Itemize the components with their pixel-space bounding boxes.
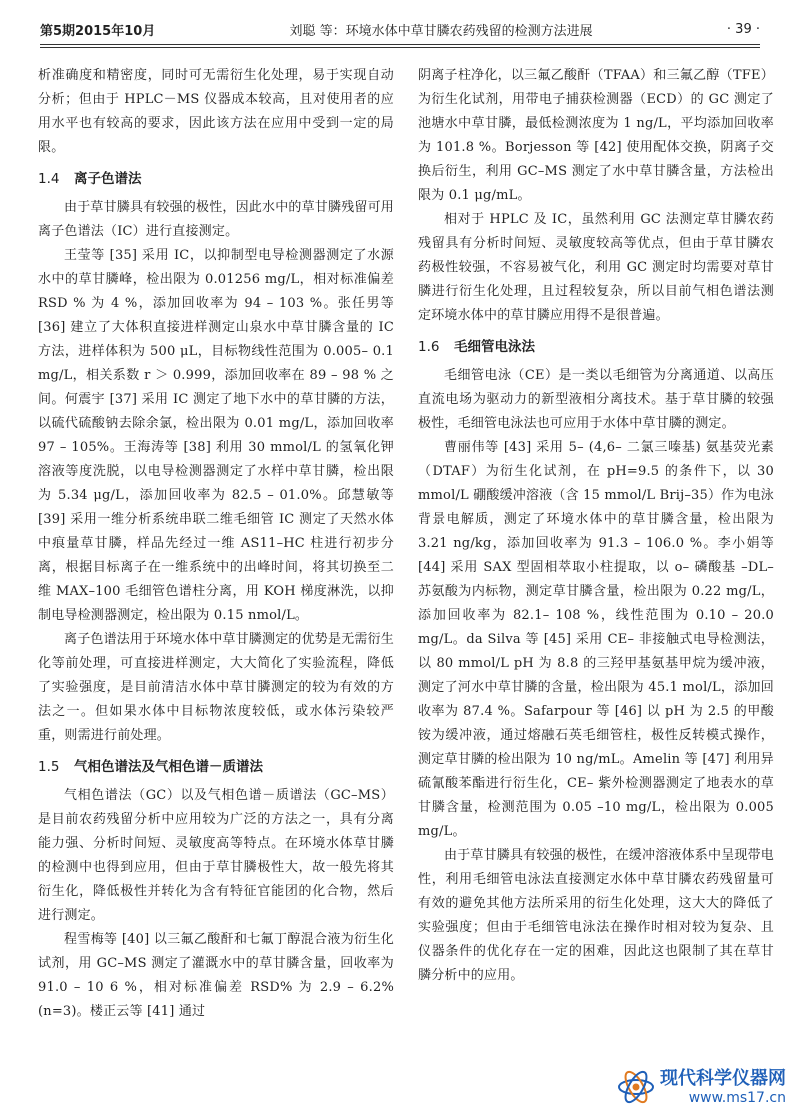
header-rule-bottom	[40, 47, 760, 48]
paragraph: 毛细管电泳（CE）是一类以毛细管为分离通道、以高压直流电场为驱动力的新型液相分离技术。基于草甘膦的较强极性，毛细管电泳法也可应用于水体中草甘膦的测定。	[418, 368, 774, 431]
paragraph: 由于草甘膦具有较强的极性，在缓冲溶液体系中呈现带电性，利用毛细管电泳法直接测定水体中草甘膦农药残留量可有效的避免其他方法所采用的衍生化处理，这大大的降低了实验强度；但由于毛细管电泳法在操作时相对较为复杂、且仪器条件的优化存在一定的困难，因此这也限制了其在草甘膦分析中的应用。	[418, 848, 775, 983]
running-header	[40, 18, 760, 40]
paragraph: 曹丽伟等 [43] 采用 5– (4,6– 二氯三嗪基) 氨基荧光素（DTAF）为衍生化试剂，在 pH=9.5 的条件下，以 30 mmol/L 硼酸缓冲溶液（含 15 mmol/L Brij–35）作为电泳背景电解质，测定了环境水体中的草甘膦含量，检出限为 3.21 ng/kg，添加回收率为 91.3 – 106.0 %。李小娟等 [44] 采用 SAX 型固相萃取小柱提取，以 o– 磷酸基 –DL– 苏氨酸为内标物，测定草甘膦含量，检出限为 0.22 mg/L，添加回收率为 82.1– 108 %，线性范围为 0.10 – 20.0 mg/L。da Silva 等 [45] 采用 CE– 非接触式电导检测法，以 80 mmol/L pH 为 8.8 的三羟甲基氨基甲烷为缓冲液，测定了河水中草甘膦的含量，检出限为 45.1 mol/L，添加回收率为 87.4 %。Safarpour 等 [46] 以 pH 为 2.5 的甲酸铵为缓冲液，通过熔融石英毛细管柱，极性反转模式操作，测定草甘膦的检出限为 10 ng/mL。Amelin 等 [47] 利用异硫氰酸苯酯进行衍生化，CE– 紫外检测器测定了地表水的草甘膦含量，检测范围为 0.05 –10 mg/L，检出限为 0.005 mg/L。	[418, 440, 774, 839]
paragraph: 离子色谱法用于环境水体中草甘膦测定的优势是无需衍生化等前处理，可直接进样测定，大大简化了实验流程，降低了实验强度，是目前清洁水体中草甘膦测定的较为有效的方法之一。但如果水体中目标物浓度较低，或水体污染较严重，则需进行前处理。	[38, 632, 395, 743]
section-number: 1.6	[418, 339, 440, 355]
atom-logo-icon	[616, 1067, 656, 1107]
watermark-url: www.ms17.cn	[688, 1090, 786, 1106]
section-heading-1-5	[38, 752, 394, 782]
paragraph: 由于草甘膦具有较强的极性，因此水中的草甘膦残留可用离子色谱法（IC）进行直接测定。	[38, 200, 395, 239]
section-title: 离子色谱法	[74, 171, 142, 187]
paragraph: 阴离子柱净化，以三氟乙酸酐（TFAA）和三氟乙醇（TFE）为衍生化试剂，用带电子捕获检测器（ECD）的 GC 测定了池塘水中草甘膦，最低检测浓度为 1 ng/L，平均添加回收率为 101.8 %。Borjesson 等 [42] 使用配体交换，阴离子交换后衍生，利用 GC–MS 测定了水中草甘膦含量，方法检出限为 0.1 μg/mL。	[418, 68, 774, 203]
issue-info: 第5期2015年10月	[40, 23, 156, 39]
site-watermark	[616, 1067, 786, 1107]
section-number: 1.5	[38, 759, 60, 775]
right-column	[418, 64, 774, 988]
section-number: 1.4	[38, 171, 60, 187]
watermark-name: 现代科学仪器网	[660, 1068, 786, 1089]
section-title: 气相色谱法及气相色谱－质谱法	[74, 759, 263, 775]
paragraph: 析准确度和精密度，同时可无需衍生化处理，易于实现自动分析；但由于 HPLC－MS 仪器成本较高，且对使用者的应用水平也有较高的要求，因此该方法在应用中受到一定的局限。	[38, 68, 394, 155]
paragraph: 王莹等 [35] 采用 IC，以抑制型电导检测器测定了水源水中的草甘膦峰，检出限为 0.01256 mg/L，相对标准偏差 RSD % 为 4 %，添加回收率为 94 – 103 %。张任男等 [36] 建立了大体积直接进样测定山泉水中草甘膦含量的 IC 方法，进样体积为 500 μL，目标物线性范围为 0.005– 0.1 mg/L，相关系数 r ＞ 0.999，添加回收率在 89 – 98 % 之间。何震宇 [37] 采用 IC 测定了地下水中的草甘膦的方法，以硫代硫酸钠去除余氯，检出限为 0.01 mg/L，添加回收率 97 – 105%。王海涛等 [38] 利用 30 mmol/L 的氢氧化钾溶液等度洗脱，以电导检测器测定了水样中草甘膦，检出限为 5.34 μg/L，添加回收率为 82.5 – 01.0%。邱慧敏等 [39] 采用一维分析系统串联二维毛细管 IC 测定了天然水体中痕量草甘膦，样品先经过一维 AS11–HC 柱进行初步分离，根据目标离子在一维系统中的出峰时间，将其切换至二维 MAX–100 毛细管色谱柱分离，用 KOH 梯度淋洗，以抑制电导检测器测定，检出限为 0.15 nmol/L。	[38, 248, 394, 623]
running-title: 刘聪 等：环境水体中草甘膦农药残留的检测方法进展	[289, 23, 593, 39]
page-number: · 39 ·	[726, 21, 760, 37]
section-title: 毛细管电泳法	[454, 339, 535, 355]
section-heading-1-6	[418, 332, 774, 362]
paragraph: 气相色谱法（GC）以及气相色谱－质谱法（GC–MS）是目前农药残留分析中应用较为广泛的方法之一，具有分离能力强、分析时间短、灵敏度高等特点。在环境水体草甘膦的检测中也得到应用，但由于草甘膦极性大，故一般先将其衍生化，降低极性并转化为含有特征官能团的化合物，然后进行测定。	[38, 788, 394, 923]
header-rule-top	[40, 44, 760, 45]
paragraph: 程雪梅等 [40] 以三氟乙酸酐和七氟丁醇混合液为衍生化试剂，用 GC–MS 测定了灌溉水中的草甘膦含量，回收率为 91.0 – 10 6 %，相对标准偏差 RSD% 为 2.9 – 6.2%(n=3)。楼正云等 [41] 通过	[38, 932, 394, 1019]
left-column	[38, 64, 394, 1024]
section-heading-1-4	[38, 164, 394, 194]
paragraph: 相对于 HPLC 及 IC，虽然利用 GC 法测定草甘膦农药残留具有分析时间短、灵敏度较高等优点，但由于草甘膦农药极性较强，不容易被气化，利用 GC 测定时均需要对草甘膦进行衍生化处理，且过程较复杂，所以目前气相色谱法测定环境水体中的草甘膦应用得不是很普遍。	[418, 212, 774, 323]
